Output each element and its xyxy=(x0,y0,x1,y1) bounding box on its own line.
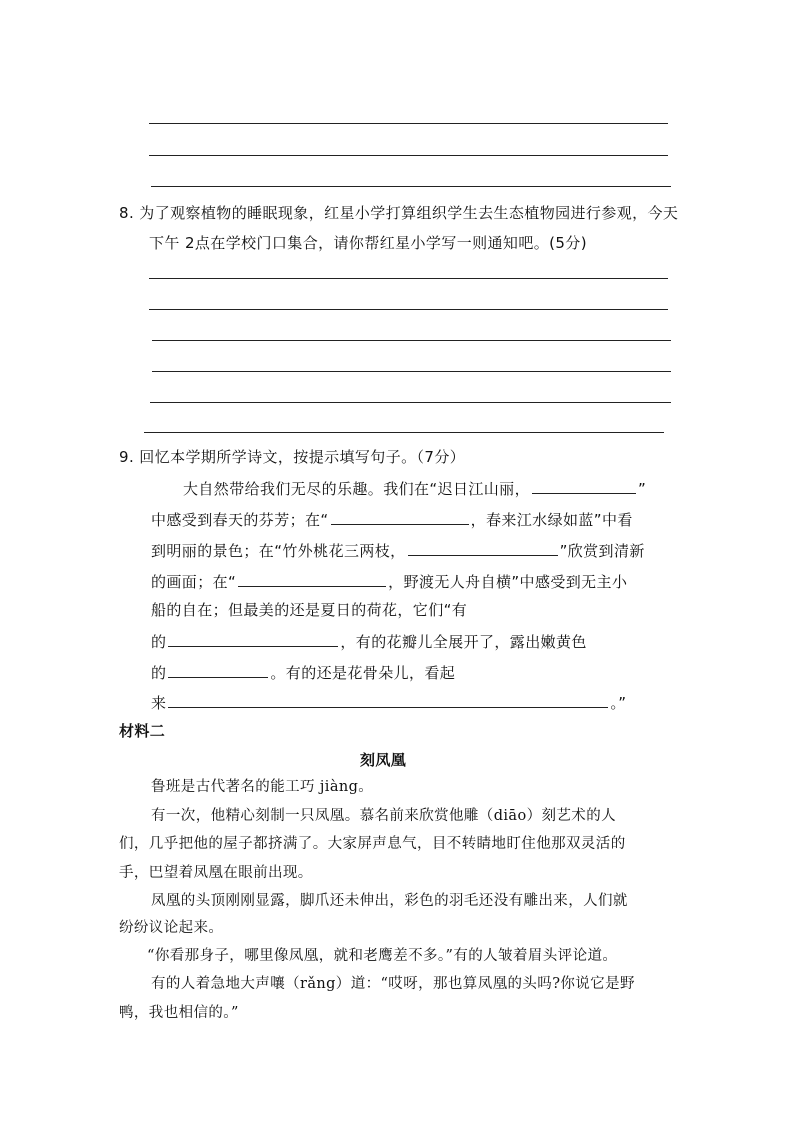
answer-line[interactable] xyxy=(152,340,671,341)
answer-line[interactable] xyxy=(144,432,664,433)
fill-blank[interactable] xyxy=(238,571,386,587)
fill-blank[interactable] xyxy=(532,478,636,494)
q9-line-8 xyxy=(151,692,626,713)
answer-line[interactable] xyxy=(152,371,671,372)
story-paragraph: 纷纷议论起来。 xyxy=(119,920,224,936)
answer-line[interactable] xyxy=(149,123,668,124)
q9-line-7 xyxy=(151,662,455,683)
material-label: 材料二 xyxy=(119,722,166,740)
q9-text: 来 xyxy=(151,694,167,712)
answer-line[interactable] xyxy=(150,402,671,403)
q9-line-4 xyxy=(151,571,627,592)
question-9-number: 9. xyxy=(119,448,135,466)
question-8-line-1: 为了观察植物的睡眠现象，红星小学打算组织学生去生态植物园进行参观，今天 xyxy=(139,204,679,222)
story-paragraph: “你看那身子，哪里像凤凰，就和老鹰差不多。”有的人皱着眉头评论道。 xyxy=(147,948,618,964)
q9-text: ，有的花瓣儿全展开了，露出嫩黄色 xyxy=(340,633,587,651)
q9-text: ，野渡无人舟自横”中感受到无主小 xyxy=(388,573,628,591)
story-paragraph: 凤凰的头顶刚刚显露，脚爪还未伸出，彩色的羽毛还没有雕出来，人们就 xyxy=(151,893,628,909)
answer-line[interactable] xyxy=(149,278,668,279)
q9-text: 中感受到春天的芬芳；在“ xyxy=(151,511,329,529)
q9-line-1 xyxy=(183,478,646,499)
q9-text: 的 xyxy=(151,664,167,682)
question-8 xyxy=(119,203,678,223)
answer-line[interactable] xyxy=(149,309,668,310)
fill-blank[interactable] xyxy=(168,692,608,708)
q9-line-3 xyxy=(151,540,645,561)
q9-line-6 xyxy=(151,631,587,652)
q9-line-2 xyxy=(151,509,633,530)
story-paragraph: 鲁班是古代著名的能工巧 jiàng。 xyxy=(151,779,374,795)
question-8-line-2: 下午 2点在学校门口集合，请你帮红星小学写一则通知吧。(5分) xyxy=(149,234,587,252)
answer-line[interactable] xyxy=(151,186,671,187)
story-paragraph: 们，几乎把他的屋子都挤满了。大家屏声息气，目不转睛地盯住他那双灵活的 xyxy=(119,836,626,852)
question-9-prompt: 回忆本学期所学诗文，按提示填写句子。（7分） xyxy=(139,448,466,466)
q9-text: 到明丽的景色；在“竹外桃花三两枝， xyxy=(151,542,406,560)
story-paragraph: 手，巴望着凤凰在眼前出现。 xyxy=(119,865,313,881)
q9-text: 。” xyxy=(610,694,627,712)
question-8-number: 8. xyxy=(119,204,135,222)
story-paragraph: 鸭，我也相信的。” xyxy=(119,1005,239,1021)
answer-line[interactable] xyxy=(149,155,668,156)
q9-text: 的画面；在“ xyxy=(151,573,237,591)
story-title: 刻凤凰 xyxy=(360,751,407,769)
question-9 xyxy=(119,447,465,467)
q9-text: 的 xyxy=(151,633,167,651)
fill-blank[interactable] xyxy=(331,509,469,525)
q9-text: 大自然带给我们无尽的乐趣。我们在“迟日江山丽， xyxy=(183,480,530,498)
fill-blank[interactable] xyxy=(168,631,338,647)
story-paragraph: 有的人着急地大声嚷（rǎng）道：“哎呀，那也算凤凰的头吗?你说它是野 xyxy=(151,976,635,992)
story-paragraph: 有一次，他精心刻制一只凤凰。慕名前来欣赏他雕（diāo）刻艺术的人 xyxy=(151,808,616,824)
fill-blank[interactable] xyxy=(408,540,558,556)
q9-text: ，春来江水绿如蓝”中看 xyxy=(470,511,633,529)
q9-text: ” xyxy=(637,480,647,498)
q9-text: ”欣赏到清新 xyxy=(559,542,645,560)
q9-line-5: 船的自在；但最美的还是夏日的荷花，它们“有 xyxy=(151,601,468,619)
fill-blank[interactable] xyxy=(168,662,268,678)
q9-text: 。有的还是花骨朵儿，看起 xyxy=(270,664,456,682)
